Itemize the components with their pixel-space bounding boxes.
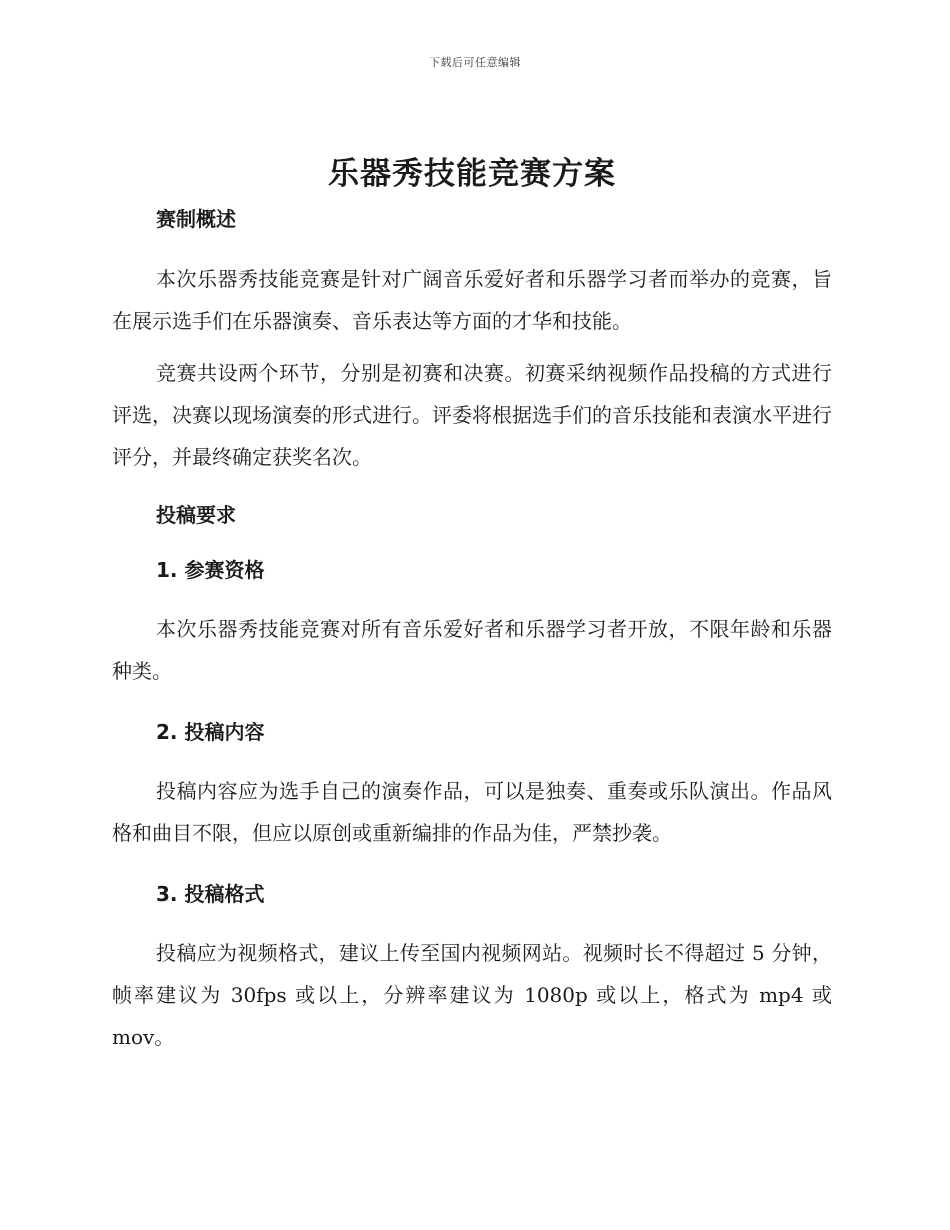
section-heading-overview: 赛制概述 (156, 207, 236, 231)
subsection-heading-eligibility: 1. 参赛资格 (156, 558, 265, 582)
content-paragraph: 投稿内容应为选手自己的演奏作品，可以是独奏、重奏或乐队演出。作品风格和曲目不限，但应以原创或重新编排的作品为佳，严禁抄袭。 (112, 779, 832, 845)
subsection-heading-content: 2. 投稿内容 (156, 720, 265, 744)
document-body (112, 148, 832, 1058)
section-heading-submission: 投稿要求 (156, 503, 236, 527)
header-note: 下载后可任意编辑 (429, 56, 521, 69)
overview-paragraph-1: 本次乐器秀技能竞赛是针对广阔音乐爱好者和乐器学习者而举办的竞赛，旨在展示选手们在乐器演奏、音乐表达等方面的才华和技能。 (112, 267, 832, 333)
eligibility-paragraph: 本次乐器秀技能竞赛对所有音乐爱好者和乐器学习者开放，不限年龄和乐器种类。 (112, 617, 832, 683)
format-paragraph: 投稿应为视频格式，建议上传至国内视频网站。视频时长不得超过 5 分钟，帧率建议为 30fps 或以上，分辨率建议为 1080p 或以上，格式为 mp4 或 mov。 (112, 941, 832, 1049)
subsection-heading-format: 3. 投稿格式 (156, 882, 265, 906)
document-title: 乐器秀技能竞赛方案 (328, 156, 616, 192)
overview-paragraph-2: 竞赛共设两个环节，分别是初赛和决赛。初赛采纳视频作品投稿的方式进行评选，决赛以现场演奏的形式进行。评委将根据选手们的音乐技能和表演水平进行评分，并最终确定获奖名次。 (112, 361, 832, 469)
